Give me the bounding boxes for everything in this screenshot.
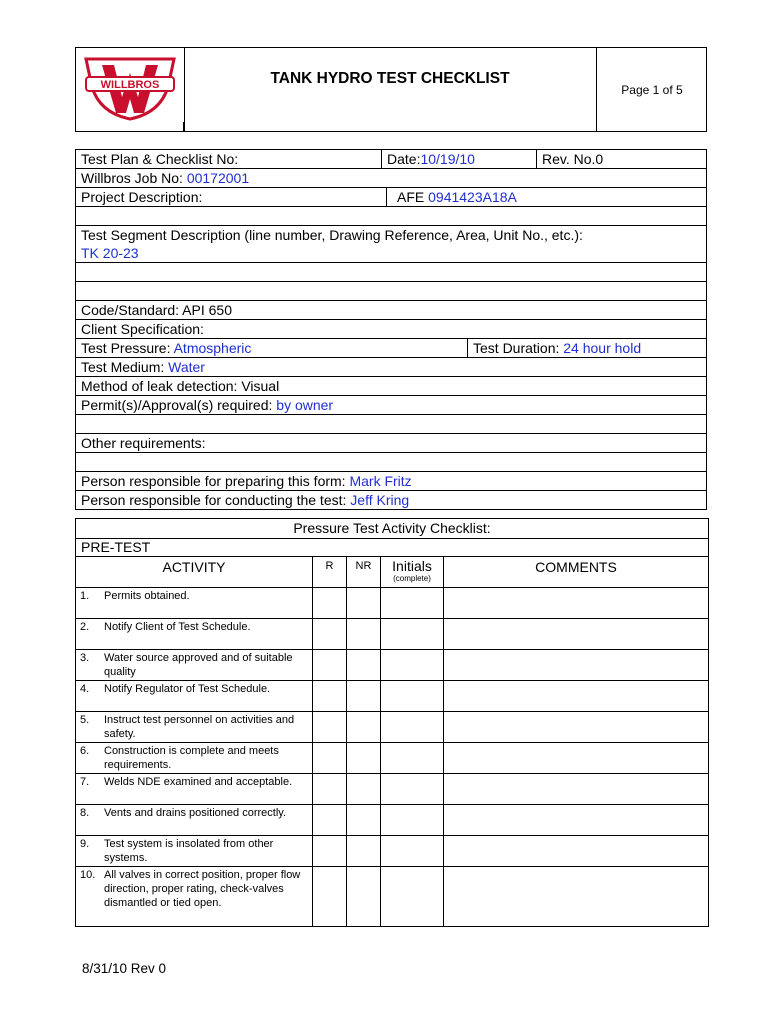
divider-tick	[183, 122, 184, 131]
col-header-nr: NR	[347, 557, 381, 587]
table-row	[76, 588, 708, 619]
initials-cell[interactable]	[381, 743, 444, 773]
row-other	[76, 434, 706, 453]
medium-cell	[76, 358, 706, 376]
activity-table-title: Pressure Test Activity Checklist:	[76, 519, 708, 539]
conductor-value: Jeff Kring	[350, 492, 410, 508]
row-preparer	[76, 472, 706, 491]
initials-cell[interactable]	[381, 619, 444, 649]
section-pre-test: PRE-TEST	[76, 539, 708, 557]
preparer-value: Mark Fritz	[349, 473, 412, 489]
preparer-cell	[76, 472, 706, 490]
pressure-value: Atmospheric	[173, 340, 252, 356]
comments-cell[interactable]	[444, 712, 708, 742]
activity-text: All valves in correct position, proper flow direction, proper rating, check-valves dismantled or tied open.	[104, 869, 301, 909]
nr-checkbox-cell[interactable]	[347, 712, 381, 742]
job-cell	[76, 169, 706, 187]
segment-label: Test Segment Description (line number, Drawing Reference, Area, Unit No., etc.):	[81, 227, 583, 243]
activity-text: Permits obtained.	[104, 590, 190, 602]
initials-label: Initials	[392, 558, 432, 574]
activity-text: Instruct test personnel on activities and safety.	[104, 714, 295, 740]
activity-number: 1.	[80, 590, 90, 602]
segment-cell	[76, 226, 706, 262]
r-checkbox-cell[interactable]	[313, 681, 347, 711]
table-row	[76, 712, 708, 743]
activity-number: 5.	[80, 714, 90, 726]
r-checkbox-cell[interactable]	[313, 743, 347, 773]
activity-text: Water source approved and of suitable quality	[104, 652, 293, 678]
row-blank-1	[76, 207, 706, 226]
table-row	[76, 867, 708, 926]
initials-cell[interactable]	[381, 805, 444, 835]
activity-cell	[76, 650, 313, 680]
job-label: Willbros Job No:	[81, 170, 187, 186]
row-job	[76, 169, 706, 188]
col-header-initials	[381, 557, 444, 587]
table-row	[76, 774, 708, 805]
permits-value: by owner	[276, 397, 334, 413]
r-checkbox-cell[interactable]	[313, 805, 347, 835]
r-checkbox-cell[interactable]	[313, 712, 347, 742]
client-spec-label: Client Specification:	[81, 321, 204, 337]
initials-sub-label: (complete)	[393, 574, 431, 583]
table-row	[76, 650, 708, 681]
r-checkbox-cell[interactable]	[313, 588, 347, 618]
activity-cell	[76, 588, 313, 618]
nr-checkbox-cell[interactable]	[347, 867, 381, 926]
row-leak	[76, 377, 706, 396]
comments-cell[interactable]	[444, 743, 708, 773]
row-conductor	[76, 491, 706, 510]
date-value: 10/19/10	[420, 151, 475, 167]
activity-number: 8.	[80, 807, 90, 819]
nr-checkbox-cell[interactable]	[347, 650, 381, 680]
preparer-label: Person responsible for preparing this form:	[81, 473, 350, 489]
activity-cell	[76, 836, 313, 866]
activity-rows	[76, 588, 708, 926]
permits-cell	[76, 396, 706, 414]
r-checkbox-cell[interactable]	[313, 867, 347, 926]
afe-value: 0941423A18A	[428, 189, 517, 205]
test-plan-label: Test Plan & Checklist No:	[81, 151, 239, 167]
activity-cell	[76, 774, 313, 804]
project-label: Project Description:	[81, 189, 203, 205]
table-row	[76, 805, 708, 836]
conductor-cell	[76, 491, 706, 509]
col-header-activity: ACTIVITY	[76, 557, 313, 587]
r-checkbox-cell[interactable]	[313, 619, 347, 649]
initials-cell[interactable]	[381, 712, 444, 742]
activity-number: 3.	[80, 652, 90, 664]
comments-cell[interactable]	[444, 867, 708, 926]
row-code	[76, 301, 706, 320]
initials-cell[interactable]	[381, 867, 444, 926]
activity-text: Vents and drains positioned correctly.	[104, 807, 287, 819]
activity-cell	[76, 681, 313, 711]
initials-cell[interactable]	[381, 836, 444, 866]
r-checkbox-cell[interactable]	[313, 774, 347, 804]
leak-label: Method of leak detection: Visual	[81, 378, 280, 394]
afe-cell	[386, 188, 706, 206]
document-header	[75, 47, 707, 132]
nr-checkbox-cell[interactable]	[347, 774, 381, 804]
duration-label: Test Duration:	[473, 340, 564, 356]
activity-number: 4.	[80, 683, 90, 695]
row-pressure	[76, 339, 706, 358]
activity-cell	[76, 712, 313, 742]
row-blank-3	[76, 282, 706, 301]
activity-text: Test system is insolated from other systems.	[104, 838, 274, 864]
other-label: Other requirements:	[81, 435, 206, 451]
activity-cell	[76, 867, 313, 926]
duration-cell	[467, 339, 706, 357]
medium-value: Water	[168, 359, 205, 375]
r-checkbox-cell[interactable]	[313, 836, 347, 866]
table-row	[76, 743, 708, 774]
activity-cell	[76, 619, 313, 649]
segment-value: TK 20-23	[81, 245, 139, 261]
table-row	[76, 836, 708, 867]
code-label: Code/Standard: API 650	[81, 302, 232, 318]
activity-number: 6.	[80, 745, 90, 757]
comments-cell[interactable]	[444, 588, 708, 618]
date-cell	[381, 150, 536, 168]
col-header-comments: COMMENTS	[535, 559, 617, 575]
comments-cell[interactable]	[444, 774, 708, 804]
afe-label: AFE	[397, 189, 429, 205]
row-test-plan	[76, 150, 706, 169]
activity-text: Construction is complete and meets requirements.	[104, 745, 279, 771]
willbros-logo	[80, 53, 180, 123]
page-number: Page 1 of 5	[596, 48, 707, 131]
activity-number: 10.	[80, 869, 96, 881]
comments-cell[interactable]	[444, 619, 708, 649]
comments-cell[interactable]	[444, 650, 708, 680]
col-header-r: R	[313, 557, 347, 587]
nr-checkbox-cell[interactable]	[347, 805, 381, 835]
nr-checkbox-cell[interactable]	[347, 836, 381, 866]
test-info-table	[75, 149, 707, 510]
comments-cell[interactable]	[444, 681, 708, 711]
row-permits	[76, 396, 706, 415]
activity-text: Notify Regulator of Test Schedule.	[104, 683, 271, 695]
duration-value: 24 hour hold	[563, 340, 642, 356]
activity-number: 9.	[80, 838, 90, 850]
r-checkbox-cell[interactable]	[313, 650, 347, 680]
date-label: Date:	[387, 151, 421, 167]
row-blank-2	[76, 263, 706, 282]
row-medium	[76, 358, 706, 377]
activity-checklist-table	[75, 518, 709, 927]
nr-checkbox-cell[interactable]	[347, 743, 381, 773]
initials-cell[interactable]	[381, 588, 444, 618]
conductor-label: Person responsible for conducting the test:	[81, 492, 351, 508]
nr-checkbox-cell[interactable]	[347, 619, 381, 649]
row-segment	[76, 226, 706, 263]
permits-label: Permit(s)/Approval(s) required:	[81, 397, 277, 413]
activity-number: 7.	[80, 776, 90, 788]
logo-cell	[76, 48, 185, 131]
pressure-label: Test Pressure:	[81, 340, 174, 356]
job-value: 00172001	[186, 170, 250, 186]
pressure-cell	[76, 339, 467, 357]
nr-checkbox-cell[interactable]	[347, 681, 381, 711]
activity-number: 2.	[80, 621, 90, 633]
activity-text: Notify Client of Test Schedule.	[104, 621, 251, 633]
footer-revision: 8/31/10 Rev 0	[82, 961, 167, 976]
rev-label: Rev. No.0	[536, 150, 706, 168]
logo-text: WILLBROS	[100, 79, 160, 91]
initials-cell[interactable]	[381, 681, 444, 711]
activity-cell	[76, 743, 313, 773]
nr-checkbox-cell[interactable]	[347, 588, 381, 618]
row-blank-5	[76, 453, 706, 472]
document-title: TANK HYDRO TEST CHECKLIST	[270, 70, 510, 87]
activity-header-row	[76, 557, 708, 588]
comments-cell[interactable]	[444, 805, 708, 835]
medium-label: Test Medium:	[81, 359, 169, 375]
row-project	[76, 188, 706, 207]
row-client-spec	[76, 320, 706, 339]
activity-cell	[76, 805, 313, 835]
initials-cell[interactable]	[381, 774, 444, 804]
comments-cell[interactable]	[444, 836, 708, 866]
row-blank-4	[76, 415, 706, 434]
initials-cell[interactable]	[381, 650, 444, 680]
table-row	[76, 681, 708, 712]
table-row	[76, 619, 708, 650]
activity-text: Welds NDE examined and acceptable.	[104, 776, 293, 788]
